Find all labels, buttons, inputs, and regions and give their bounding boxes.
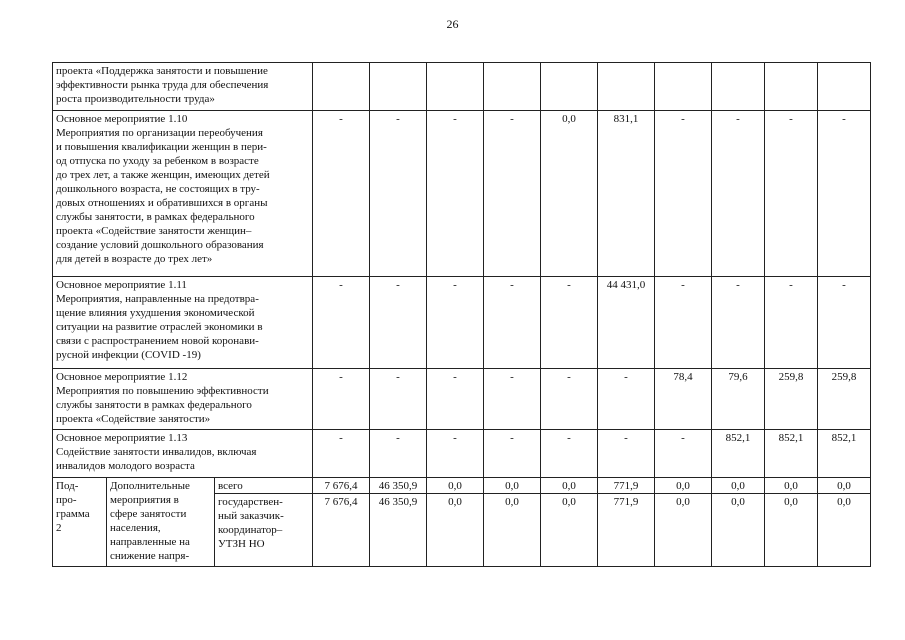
value-cell: 852,1	[712, 430, 765, 478]
text-line: мероприятия в	[110, 494, 179, 506]
text-line: довых отношениях и обратившихся в органы	[56, 197, 268, 209]
value-cell: -	[313, 369, 370, 430]
activity-description	[53, 111, 313, 277]
text-line: для детей в возрасте до трех лет»	[56, 253, 213, 265]
activity-description	[53, 63, 313, 111]
text-line: ный заказчик-	[218, 510, 284, 522]
value-cell: 0,0	[765, 478, 818, 494]
activity-description	[53, 277, 313, 369]
text-line: сфере занятости	[110, 508, 187, 520]
text-line: грамма	[56, 508, 90, 520]
text-line: Мероприятия, направленные на предотвра-	[56, 293, 259, 305]
value-cell: -	[541, 430, 598, 478]
text-line: государствен-	[218, 496, 283, 508]
value-cell	[541, 63, 598, 111]
text-line: дошкольного возраста, не состоящих в тру-	[56, 183, 260, 195]
text-line: эффективности рынка труда для обеспечения	[56, 79, 269, 91]
value-cell: -	[484, 430, 541, 478]
value-cell: -	[484, 111, 541, 277]
value-cell	[313, 63, 370, 111]
value-cell	[655, 63, 712, 111]
table-row	[53, 111, 871, 277]
value-cell: -	[427, 111, 484, 277]
value-cell: -	[655, 111, 712, 277]
value-cell: 0,0	[541, 111, 598, 277]
value-cell: 46 350,9	[370, 478, 427, 494]
activity-title: Основное мероприятие 1.10	[56, 113, 188, 125]
value-cell: 0,0	[818, 494, 871, 567]
text-line: всего	[218, 480, 243, 492]
text-line: инвалидов молодого возраста	[56, 460, 195, 472]
value-cell: 79,6	[712, 369, 765, 430]
value-cell: -	[598, 369, 655, 430]
text-line: населения,	[110, 522, 161, 534]
value-cell: -	[712, 111, 765, 277]
value-cell: 0,0	[541, 478, 598, 494]
value-cell	[370, 63, 427, 111]
activity-title: Основное мероприятие 1.13	[56, 432, 188, 444]
value-cell	[598, 63, 655, 111]
text-line: ситуации на развитие отраслей экономики в	[56, 321, 263, 333]
text-line: УТЗН НО	[218, 538, 265, 550]
value-cell: -	[370, 277, 427, 369]
value-cell: -	[370, 111, 427, 277]
subprogram-label	[53, 478, 107, 567]
value-cell: -	[655, 277, 712, 369]
text-line: связи с распространением новой коронави-	[56, 335, 259, 347]
value-cell: -	[427, 369, 484, 430]
value-cell: -	[818, 277, 871, 369]
value-cell: -	[598, 430, 655, 478]
text-line: Содействие занятости инвалидов, включая	[56, 446, 257, 458]
value-cell: -	[370, 430, 427, 478]
value-cell: -	[765, 111, 818, 277]
funding-source-label	[215, 478, 313, 494]
value-cell: 852,1	[765, 430, 818, 478]
value-cell: 78,4	[655, 369, 712, 430]
activity-description	[53, 369, 313, 430]
value-cell: 0,0	[655, 494, 712, 567]
value-cell: -	[370, 369, 427, 430]
text-line: проекта «Содействие занятости»	[56, 413, 211, 425]
value-cell: 7 676,4	[313, 494, 370, 567]
value-cell	[712, 63, 765, 111]
text-line: Под-	[56, 480, 79, 492]
value-cell: -	[655, 430, 712, 478]
value-cell: -	[313, 430, 370, 478]
table-body	[53, 63, 871, 567]
text-line: снижение напря-	[110, 550, 190, 562]
value-cell: 0,0	[484, 494, 541, 567]
value-cell: 0,0	[541, 494, 598, 567]
activity-title: Основное мероприятие 1.11	[56, 279, 187, 291]
activity-title: Основное мероприятие 1.12	[56, 371, 188, 383]
value-cell: -	[818, 111, 871, 277]
value-cell: 852,1	[818, 430, 871, 478]
text-line: и повышения квалификации женщин в пери-	[56, 141, 267, 153]
value-cell: 259,8	[765, 369, 818, 430]
text-line: до трех лет, а также женщин, имеющих детей	[56, 169, 270, 181]
text-line: од отпуска по уходу за ребенком в возрасте	[56, 155, 259, 167]
value-cell: -	[541, 277, 598, 369]
value-cell	[765, 63, 818, 111]
value-cell	[484, 63, 541, 111]
text-line: службы занятости в рамках федерального	[56, 399, 252, 411]
text-line: 2	[56, 522, 62, 534]
budget-table	[52, 62, 871, 567]
table-row	[53, 277, 871, 369]
text-line: Мероприятия по организации переобучения	[56, 127, 263, 139]
value-cell	[427, 63, 484, 111]
value-cell: -	[484, 369, 541, 430]
value-cell: -	[541, 369, 598, 430]
value-cell: 7 676,4	[313, 478, 370, 494]
value-cell: -	[313, 277, 370, 369]
value-cell: -	[484, 277, 541, 369]
value-cell: 0,0	[484, 478, 541, 494]
value-cell: 46 350,9	[370, 494, 427, 567]
value-cell: 44 431,0	[598, 277, 655, 369]
text-line: проекта «Содействие занятости женщин–	[56, 225, 252, 237]
value-cell: -	[427, 430, 484, 478]
text-line: Мероприятия по повышению эффективности	[56, 385, 269, 397]
value-cell: 0,0	[655, 478, 712, 494]
value-cell: 0,0	[818, 478, 871, 494]
table-row	[53, 430, 871, 478]
text-line: про-	[56, 494, 77, 506]
text-line: русной инфекции (COVID -19)	[56, 349, 201, 361]
text-line: роста производительности труда»	[56, 93, 215, 105]
value-cell: 0,0	[712, 478, 765, 494]
page-number: 26	[446, 17, 459, 31]
value-cell: -	[427, 277, 484, 369]
text-line: щение влияния ухудшения экономической	[56, 307, 255, 319]
value-cell: -	[712, 277, 765, 369]
text-line: создание условий дошкольного образования	[56, 239, 264, 251]
value-cell: -	[765, 277, 818, 369]
value-cell	[818, 63, 871, 111]
value-cell: 259,8	[818, 369, 871, 430]
activity-description	[53, 430, 313, 478]
value-cell: 0,0	[765, 494, 818, 567]
value-cell: 771,9	[598, 494, 655, 567]
subprogram-description	[107, 478, 215, 567]
text-line: координатор–	[218, 524, 283, 536]
value-cell: 0,0	[427, 494, 484, 567]
value-cell: 771,9	[598, 478, 655, 494]
text-line: Дополнительные	[110, 480, 190, 492]
text-line: службы занятости, в рамках федерального	[56, 211, 255, 223]
value-cell: -	[313, 111, 370, 277]
funding-source-label	[215, 494, 313, 567]
subprogram-total-row	[53, 478, 871, 494]
value-cell: 0,0	[427, 478, 484, 494]
text-line: проекта «Поддержка занятости и повышение	[56, 65, 268, 77]
table-row	[53, 63, 871, 111]
text-line: направленные на	[110, 536, 190, 548]
table-row	[53, 369, 871, 430]
value-cell: 0,0	[712, 494, 765, 567]
value-cell: 831,1	[598, 111, 655, 277]
